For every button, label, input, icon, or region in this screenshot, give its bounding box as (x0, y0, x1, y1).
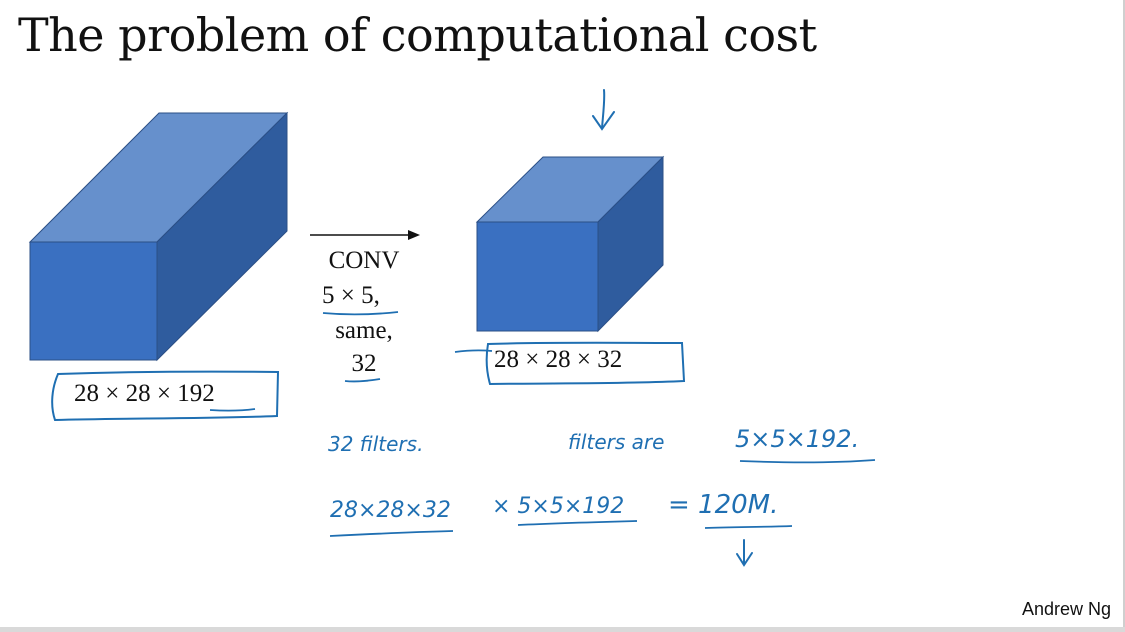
slide-border-bottom (0, 627, 1125, 632)
conv-line-3: same, (335, 317, 393, 344)
input-volume-label: 28 × 28 × 192 (74, 380, 215, 407)
annotation-filter-dims: 5×5×192. (735, 425, 860, 453)
output-cube-front (477, 222, 598, 331)
slide-title: The problem of computational cost (18, 8, 817, 62)
annotation-filters-count: 32 filters. (328, 432, 424, 456)
conv-arrow (310, 230, 420, 240)
author-credit: Andrew Ng (1021, 599, 1111, 619)
result-underline (705, 526, 792, 528)
times-filter-underline (518, 521, 637, 525)
conv-line-1: CONV (328, 247, 400, 274)
annotation-result: = 120M. (668, 490, 779, 520)
input-cube-front (30, 242, 157, 360)
down-arrow-top-icon (593, 90, 614, 129)
conv-line-2: 5 × 5, (322, 282, 380, 309)
conv-line-4: 32 (351, 350, 377, 377)
output-volume-label: 28 × 28 × 32 (494, 346, 623, 373)
filter-dims-underline (740, 460, 875, 462)
output-volume-cube (477, 157, 663, 331)
annotation-times-filter: × 5×5×192 (492, 494, 625, 519)
annotation-output-dims: 28×28×32 (330, 498, 451, 523)
down-arrow-result-icon (737, 540, 752, 565)
input-underline-192 (210, 409, 255, 411)
input-volume-cube (30, 113, 287, 360)
output-dims-underline (330, 531, 453, 536)
annotation-filters-are: filters are (568, 430, 665, 454)
